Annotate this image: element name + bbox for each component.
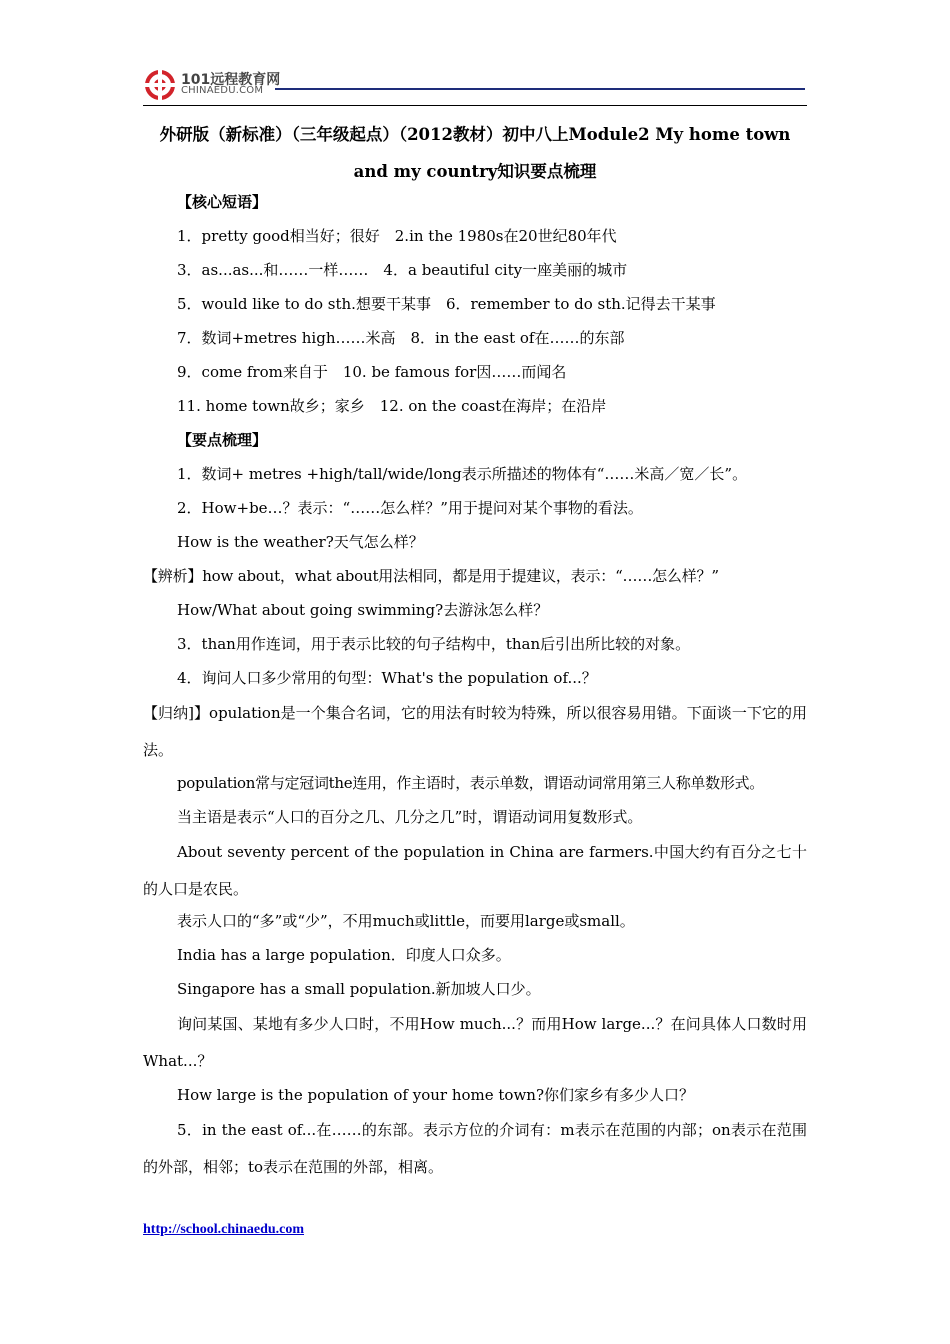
logo-text-top: 101远程教育网 <box>181 72 281 88</box>
point-example: India has a large population．印度人口众多。 <box>177 946 511 964</box>
point-line: 5．in the east of...在……的东部。表示方位的介词有：m表示在范围的内部；on表示在范围的外部，相邻；to表示在范围的外部，相离。 <box>143 1121 807 1176</box>
page-header <box>143 66 807 106</box>
point-line: 3．than用作连词，用于表示比较的句子结构中，than后引出所比较的对象。 <box>177 635 691 653</box>
point-line: 2．How+be…？表示：“……怎么样？”用于提问对某个事物的看法。 <box>177 499 643 517</box>
phrase-line: 3．as...as...和……一样…… 4．a beautiful city一座美丽的城市 <box>177 261 628 279</box>
point-example: Singapore has a small population.新加坡人口少。 <box>177 980 541 998</box>
point-example: How is the weather?天气怎么样？ <box>177 533 424 551</box>
header-rule-blue <box>275 88 805 90</box>
logo-text-bottom: CHINAEDU.COM <box>181 85 264 96</box>
phrase-line: 9．come from来自于 10. be famous for因……而闻名 <box>177 363 567 381</box>
document-title: 外研版（新标准）（三年级起点）（2012教材）初中八上Module2 My home town and my country知识要点梳理 <box>159 125 791 181</box>
point-example: About seventy percent of the population in China are farmers.中国大约有百分之七十的人口是农民。 <box>143 843 807 898</box>
point-line: 1．数词+ metres +high/tall/wide/long表示所描述的物体有“……米高／宽／长”。 <box>177 465 748 483</box>
key-points-heading: 【要点梳理】 <box>177 431 268 449</box>
point-example: How/What about going swimming?去游泳怎么样？ <box>177 601 549 619</box>
phrase-line: 7．数词+metres high……米高 8．in the east of在……的东部 <box>177 329 625 347</box>
point-line: 4．询问人口多少常用的句型：What's the population of...？ <box>177 669 597 687</box>
chinaedu-logo-icon <box>145 70 175 100</box>
point-example: How large is the population of your home town?你们家乡有多少人口？ <box>177 1086 695 1104</box>
core-phrases-heading: 【核心短语】 <box>177 193 268 211</box>
point-line: 询问某国、某地有多少人口时，不用How much...？而用How large...？在问具体人口数时用What...？ <box>143 1015 807 1070</box>
point-analysis: 【辨析】how about，what about用法相同，都是用于提建议，表示：“……怎么样？” <box>143 567 719 585</box>
point-line: population常与定冠词the连用，作主语时，表示单数，谓语动词常用第三人称单数形式。 <box>177 774 764 792</box>
phrase-line: 5．would like to do sth.想要干某事 6．remember to do sth.记得去干某事 <box>177 295 716 313</box>
phrase-line: 1．pretty good相当好；很好 2.in the 1980s在20世纪80年代 <box>177 227 617 245</box>
point-summary: 【归纳]】opulation是一个集合名词，它的用法有时较为特殊，所以很容易用错。下面谈一下它的用法。 <box>143 704 807 759</box>
point-line: 表示人口的“多”或“少”，不用much或little，而要用large或small。 <box>177 912 635 930</box>
phrase-line: 11. home town故乡；家乡 12. on the coast在海岸；在沿岸 <box>177 397 607 415</box>
point-line: 当主语是表示“人口的百分之几、几分之几”时，谓语动词用复数形式。 <box>177 808 643 826</box>
header-rule-black <box>143 105 807 106</box>
footer-link[interactable]: http://school.chinaedu.com <box>143 1222 305 1237</box>
